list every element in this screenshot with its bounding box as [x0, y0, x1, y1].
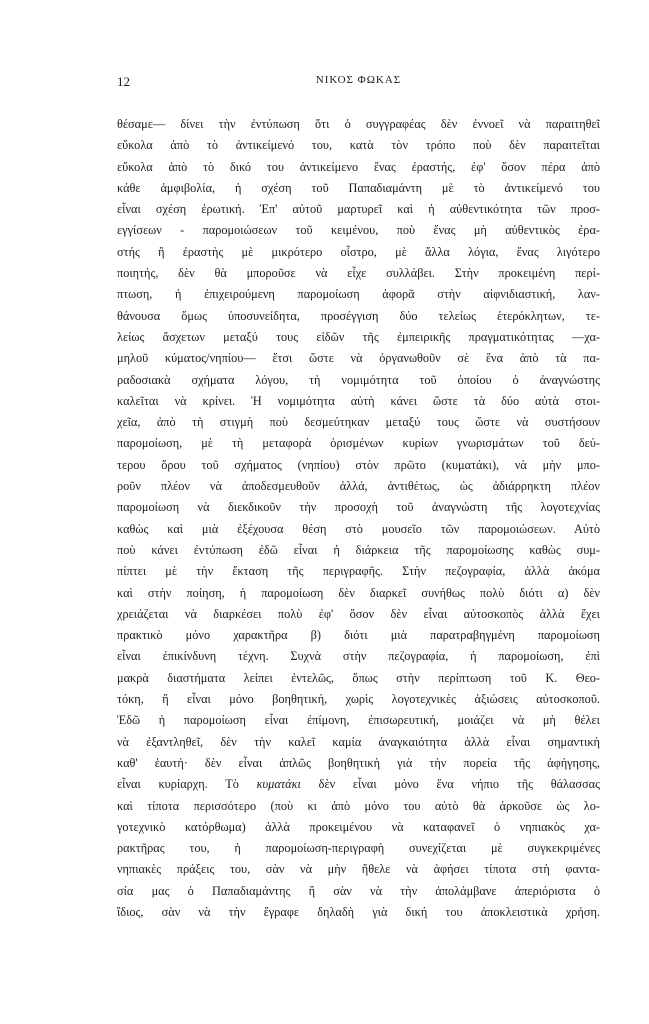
text-line: νὰ ἐξαντληθεῖ, δὲν τὴν καλεῖ καμία ἀναγκαιότητα ἀλλὰ εἶναι σημαντικὴ	[117, 734, 600, 749]
text-line: ἴδιος, σὰν νὰ τὴν ἔγραφε δηλαδὴ γιὰ δική του ἀποκλειστικὰ χρήση.	[117, 904, 600, 919]
text-line: ποὺ κάνει ἐντύπωση ἐδῶ εἶναι ἡ διάρκεια τῆς παρομοίωσης καθὼς συμ-	[117, 542, 600, 557]
text-line: καθὼς καὶ μιὰ ἐξέχουσα θέση στὸ μουσεῖο τῶν παρομοιώσεων. Αὐτὸ	[117, 521, 600, 536]
text-line: Ἐδῶ ἡ παρομοίωση εἶναι ἐπίμονη, ἐπισωρευτική, μοιάζει νὰ μὴ θέλει	[117, 713, 600, 728]
text-line: νηπιακὲς πράξεις του, σὰν νὰ μὴν ἤθελε νὰ ἀφήσει τίποτα στὴ φαντα-	[117, 862, 600, 877]
text-line: χρειάζεται νὰ διαρκέσει πολὺ ἐφ' ὅσον δὲν εἶναι αὐτοσκοπὸς ἀλλὰ ἔχει	[117, 606, 600, 621]
text-line: καὶ τίποτα περισσότερο (ποὺ κι ἀπὸ μόνο του αὐτὸ θὰ ἀρκοῦσε ὡς λο-	[117, 798, 600, 813]
body-text	[117, 114, 600, 923]
text-line: χεῖα, ἀπὸ τὴ στιγμὴ ποὺ δεσμεύτηκαν μεταξύ τους ὥστε νὰ συστήσουν	[117, 415, 600, 430]
text-line: εὔκολα ἀπὸ τὸ δικό του ἀντικείμενο ἕνας ἐραστής, ἐφ' ὅσον πέρα ἀπὸ	[117, 159, 600, 174]
text-line: καθ' ἑαυτή· δὲν εἶναι ἁπλῶς βοηθητικὴ γιὰ τὴν πορεία τῆς ἀφήγησης,	[117, 755, 600, 770]
text-line: καὶ στὴν ποίηση, ἡ παρομοίωση δὲν διαρκεῖ συνήθως πολὺ διότι α) δὲν	[117, 585, 600, 600]
text-line: εἶναι σχέση ἐρωτική. Ἐπ' αὐτοῦ μαρτυρεῖ καὶ ἡ αὐθεντικότητα τῶν προσ-	[117, 202, 600, 217]
running-head: ΝΙΚΟΣ ΦΩΚΑΣ	[315, 74, 402, 86]
text-line: θέσαμε— δίνει τὴν ἐντύπωση ὅτι ὁ συγγραφέας δὲν ἐννοεῖ νὰ παραιτηθεῖ	[117, 117, 600, 131]
text-line: ροῦν πλέον νὰ ἀποδεσμευθοῦν ἀλλά, ἀντιθέτως, ὡς ἀδιάρρηκτη πλέον	[117, 479, 600, 494]
text-line: σία μας ὁ Παπαδιαμάντης ἢ σὰν νὰ τὴν ἀπολάμβανε ἀπεριόριστα ὁ	[117, 883, 600, 898]
text-line: μακρὰ διαστήματα λείπει ἐντελῶς, ὅπως στὴν περίπτωση τοῦ Κ. Θεο-	[117, 670, 600, 685]
emphasized-word: κυματάκι	[256, 777, 301, 792]
text-line: ρακτῆρας του, ἡ παρομοίωση-περιγραφὴ συνεχίζεται μὲ συγκεκριμένες	[117, 841, 600, 856]
text-line: παρομοίωση, μὲ τὴ μεταφορὰ ὁρισμένων κυρίων γνωρισμάτων τοῦ δεύ-	[117, 436, 600, 451]
text-line: θάνουσα ὅμως ὑποσυνείδητα, προσέγγιση δύο τελείως ἑτερόκλητων, τε-	[117, 308, 600, 323]
text-line: πρακτικὸ μόνο χαρακτῆρα β) διότι μιὰ παρατραβηγμένη παρομοίωση	[117, 628, 600, 643]
text-line: πίπτει μὲ τὴν ἔκταση τῆς περιγραφῆς. Στὴν πεζογραφία, ἀλλὰ ἀκόμα	[117, 564, 600, 579]
text-line: κάθε ἀμφιβολία, ἡ σχέση τοῦ Παπαδιαμάντη μὲ τὸ ἀντικείμενό του	[117, 180, 600, 195]
text-line: ραδοσιακὰ σχήματα λόγου, τὴ νομιμότητα τοῦ ὁποίου ὁ ἀναγνώστης	[117, 372, 600, 387]
text-line: γοτεχνικὸ κατόρθωμα) ἀλλὰ προκειμένου νὰ καταφανεῖ ὁ νηπιακὸς χα-	[117, 819, 600, 834]
text-line: μηλοῦ κύματος/νηπίου— ἔτσι ὥστε νὰ ὀργανωθοῦν σὲ ἕνα ἀπὸ τὰ πα-	[117, 351, 600, 366]
text-line: ποιητής, δὲν θὰ μποροῦσε νὰ εἶχε συλλάβει. Στὴν προκειμένη περί-	[117, 266, 600, 281]
text-line: στής ἢ ἐραστὴς μὲ μικρότερο οἶστρο, μὲ ἄλλα λόγια, ἕνας λιγότερο	[117, 244, 600, 259]
text-line: εἶναι ἐπικίνδυνη τέχνη. Συχνὰ στὴν πεζογραφία, ἡ παρομοίωση, ἐπὶ	[117, 649, 600, 664]
text-line: εγγίσεων - παρομοιώσεων τοῦ κειμένου, ποὺ ἕνας μὴ αὐθεντικὸς ἐρα-	[117, 223, 600, 238]
text-line: τερου ὅρου τοῦ σχήματος (νηπίου) στὸν πρῶτο (κυματάκι), νὰ μὴν μπο-	[117, 457, 600, 472]
page-number: 12	[117, 74, 130, 89]
text-line: εἶναι κυρίαρχη. Τὸ κυματάκι δὲν εἶναι μόνο ἕνα νήπιο τῆς θάλασσας	[117, 777, 600, 792]
text-line: τόκη, ἢ εἶναι μόνο βοηθητική, χωρὶς λογοτεχνικὲς ἀξιώσεις αὐτοσκοποῦ.	[117, 692, 600, 707]
text-line: λείως ἄσχετων μεταξύ τους εἰδῶν τῆς ἐμπειρικῆς πραγματικότητας —χα-	[117, 329, 600, 344]
text-line: καλεῖται νὰ κρίνει. Ἡ νομιμότητα αὐτὴ κάνει ὥστε τὰ δύο αὐτὰ στοι-	[117, 393, 600, 408]
text-line: εὔκολα ἀπὸ τὸ ἀντικείμενό του, κατὰ τὸν τρόπο ποὺ δὲν παραιτεῖται	[117, 138, 600, 153]
text-line: πτωση, ἡ ἐπιχειρούμενη παρομοίωση ἀφορᾶ στὴν αἰφνιδιαστική, λαν-	[117, 287, 600, 302]
page-header	[117, 74, 600, 90]
text-line: παρομοίωση νὰ διεκδικοῦν τὴν προσοχὴ τοῦ ἀναγνώστη τῆς λογοτεχνίας	[117, 500, 600, 515]
